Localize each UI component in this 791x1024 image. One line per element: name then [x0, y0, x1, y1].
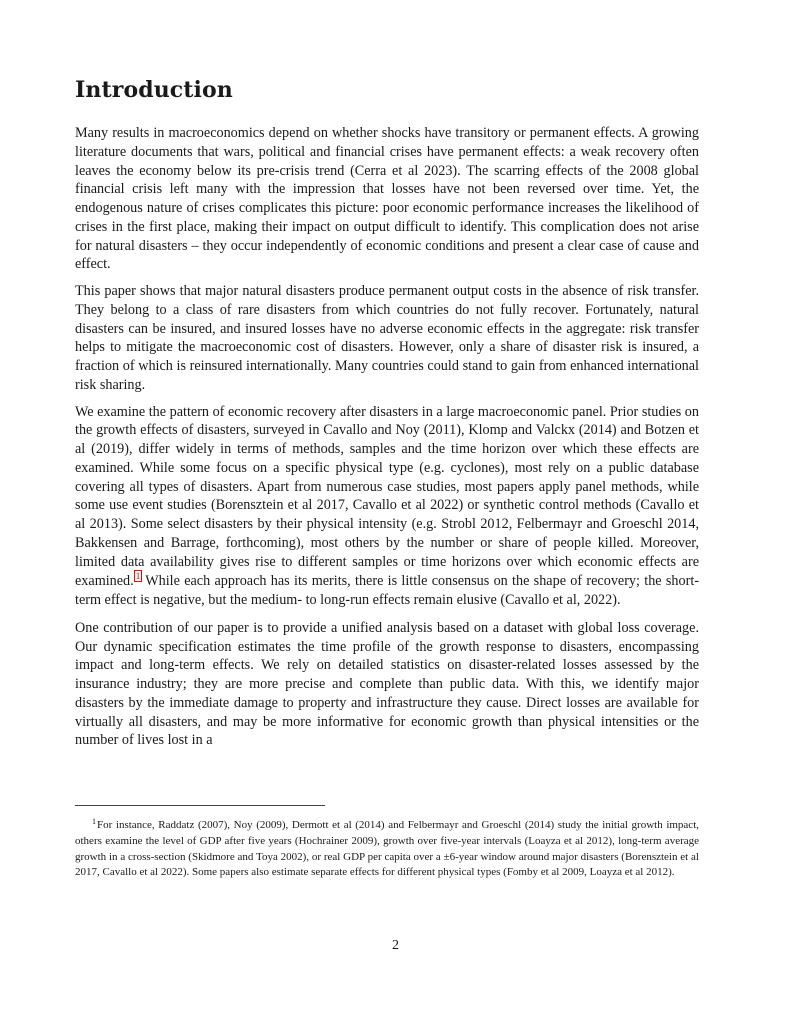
paragraph-3: [75, 403, 699, 610]
footnote-divider: [75, 805, 325, 806]
paragraph-2: This paper shows that major natural disasters produce permanent output costs in the absence of risk transfer. They belong to a class of rare disasters from which countries do not fully recover. Fortunately, natural disasters can be insured, and insured losses have no adverse economic effects in the aggregate: risk transfer helps to mitigate the macroeconomic cost of disasters. However, only a share of disaster risk is insured, a fraction of which is reinsured internationally. Many countries could stand to gain from enhanced international risk sharing.: [75, 283, 699, 393]
paragraph-4: One contribution of our paper is to provide a unified analysis based on a dataset with global loss coverage. Our dynamic specification estimates the time profile of the growth response to disasters, encompassing impact and long-term effects. We rely on detailed statistics on disaster-related losses assessed by the insurance industry; they are more precise and complete than public data. With this, we identify major disasters by the immediate damage to property and infrastructure they cause. Direct losses are available for virtually all disasters, and may be more informative for economic growth than physical intensities or the number of lives lost in a: [75, 619, 699, 749]
body-text: [75, 124, 699, 758]
footnote-reference-link[interactable]: 1: [135, 571, 141, 582]
section-heading: Introduction: [75, 77, 233, 103]
paragraph-1: Many results in macroeconomics depend on whether shocks have transitory or permanent effects. A growing literature documents that wars, political and financial crises have permanent effects: a weak recovery often leaves the economy below its pre-crisis trend (Cerra et al 2023). The scarring effects of the 2008 global financial crisis left many with the impression that losses have not been reversed over time. Yet, the endogenous nature of crises complicates this picture: poor economic performance increases the likelihood of crises in the first place, making their impact on output difficult to identify. This complication does not arise for natural disasters – they occur independently of economic conditions and present a clear case of cause and effect.: [75, 125, 699, 273]
footnote: [75, 814, 699, 881]
paragraph-3-continuation: While each approach has its merits, there is little consensus on the shape of recovery; the short-term effect is negative, but the medium- to long-run effects remain elusive (Cavallo et al, 2022).: [75, 573, 699, 608]
paragraph-3-text: We examine the pattern of economic recovery after disasters in a large macroeconomic panel. Prior studies on the growth effects of disasters, surveyed in Cavallo and Noy (2011), Klomp and Valckx (2014) and Botzen et al (2019), differ widely in terms of methods, samples and the time horizon over which these effects are examined. While some focus on a specific physical type (e.g. cyclones), most rely on a public database covering all types of disasters. Apart from numerous case studies, most papers apply panel methods, while some use event studies (Borensztein et al 2017, Cavallo et al 2022) or synthetic control methods (Cavallo et al 2013). Some select disasters by their physical intensity (e.g. Strobl 2012, Felbermayr and Groeschl 2014, Bakkensen and Barrage, forthcoming), most others by the number or share of people killed. Moreover, limited data availability gives rise to different samples or time horizons over which economic effects are examined.: [75, 403, 699, 590]
footnote-number: 1: [92, 817, 96, 826]
footnote-text: For instance, Raddatz (2007), Noy (2009), Dermott et al (2014) and Felbermayr and Groeschl (2014) study the initial growth impact, others examine the level of GDP after five years (Hochrainer 2009), growth over five-year intervals (Loayza et al 2012), long-term average growth in a cross-section (Skidmore and Toya 2002), or real GDP per capita over a ±6-year window around major disasters (Borensztein et al 2017, Cavallo et al 2022). Some papers also estimate separate effects for different physical types (Fomby et al 2009, Loayza et al 2012).: [75, 819, 699, 879]
page-number: 2: [392, 938, 399, 953]
